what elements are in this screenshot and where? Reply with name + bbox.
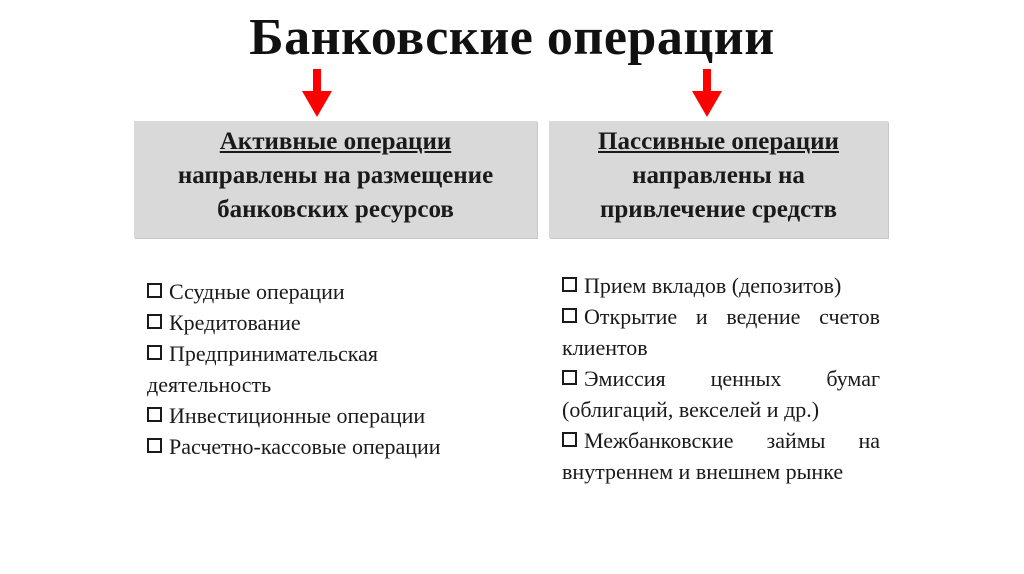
list-item xyxy=(562,270,880,301)
passive-operations-description-line1: направлены на xyxy=(632,162,805,189)
list-item-label: Межбанковские займы на внутреннем и внешнем рынке xyxy=(562,428,880,484)
list-item xyxy=(147,307,527,338)
list-item-label: Расчетно-кассовые операции xyxy=(169,434,441,459)
checkbox-bullet-icon xyxy=(562,370,577,385)
checkbox-bullet-icon xyxy=(147,407,162,422)
list-item-label: Эмиссия ценных бумаг (облигаций, векселей и др.) xyxy=(562,366,880,422)
list-item-label: Кредитование xyxy=(169,310,301,335)
page-title: Банковские операции xyxy=(249,9,775,66)
passive-operations-heading: Пассивные операции xyxy=(598,128,839,155)
checkbox-bullet-icon xyxy=(147,314,162,329)
list-item xyxy=(562,301,880,363)
checkbox-bullet-icon xyxy=(562,308,577,323)
active-operations-heading: Активные операции xyxy=(219,128,452,155)
list-item-label: Открытие и ведение счетов клиентов xyxy=(562,304,880,360)
checkbox-bullet-icon xyxy=(147,345,162,360)
checkbox-bullet-icon xyxy=(147,438,162,453)
list-item-label: Инвестиционные операции xyxy=(169,403,426,428)
active-operations-description-line1: направлены на размещение xyxy=(177,162,494,189)
list-item-label: Предпринимательская деятельность xyxy=(147,341,379,397)
list-item xyxy=(562,425,880,487)
list-item xyxy=(562,363,880,425)
passive-operations-list xyxy=(562,270,880,487)
down-arrow-icon xyxy=(692,69,722,117)
checkbox-bullet-icon xyxy=(562,432,577,447)
passive-operations-description-line2: привлечение средств xyxy=(599,196,838,223)
passive-operations-box xyxy=(549,121,888,238)
active-operations-box xyxy=(134,121,537,238)
checkbox-bullet-icon xyxy=(562,277,577,292)
list-item xyxy=(147,338,447,400)
checkbox-bullet-icon xyxy=(147,283,162,298)
list-item-label: Ссудные операции xyxy=(169,279,345,304)
active-operations-list xyxy=(147,276,527,462)
active-operations-description-line2: банковских ресурсов xyxy=(217,196,454,223)
list-item xyxy=(147,276,527,307)
list-item-label: Прием вкладов (депозитов) xyxy=(584,273,842,298)
list-item xyxy=(147,431,527,462)
list-item xyxy=(147,400,527,431)
down-arrow-icon xyxy=(302,69,332,117)
